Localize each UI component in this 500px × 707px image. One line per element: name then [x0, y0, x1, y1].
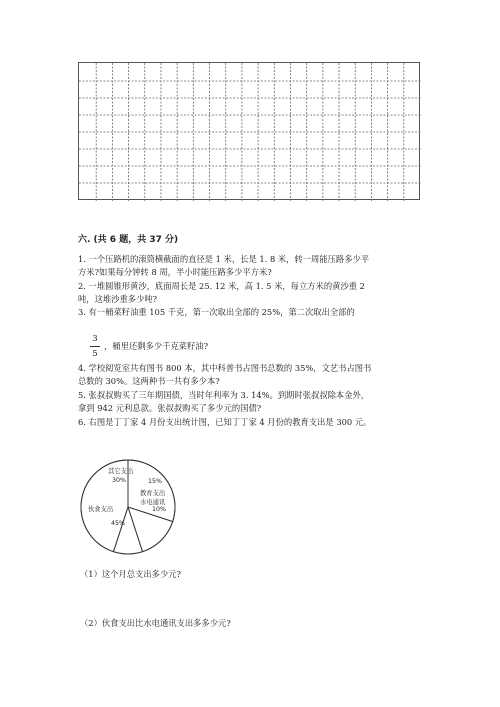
- question-1: 1. 一个压路机的滚筒横截面的直径是 1 米，长是 1. 8 米，转一周能压路多少平 方米?如果每分钟转 8 周，半小时能压路多少平方米?: [78, 254, 370, 277]
- slice-value-other: 30%: [112, 477, 126, 484]
- expense-pie-chart: [78, 457, 178, 557]
- grid-lines: [79, 63, 421, 201]
- slice-value-food: 45%: [111, 520, 125, 527]
- question-6: 6. 右图是丁丁家 4 月份支出统计图，已知丁丁家 4 月份的教育支出是 300 元。: [78, 417, 372, 427]
- fraction-numerator: 3: [92, 334, 98, 344]
- section-title: 六. (共 6 题，共 37 分): [78, 235, 179, 245]
- question-4: 4. 学校阅览室共有图书 800 本，其中科普书占图书总数的 35%，文艺书占图书 总数的 30%。这两种书一共有多少本?: [78, 363, 372, 386]
- slice-value-education: 15%: [148, 478, 162, 485]
- slice-label-other: 其它支出: [108, 468, 134, 475]
- slice-label-education: 教育支出: [140, 490, 166, 497]
- question-3-tail: ，桶里还剩多少千克菜籽油?: [104, 341, 209, 351]
- fraction-bar: [90, 346, 100, 347]
- question-2: 2. 一堆圆锥形黄沙，底面周长是 25. 12 米，高 1. 5 米，每立方米的黄沙重 2 吨，这堆沙重多少吨?: [78, 281, 365, 304]
- fraction-denominator: 5: [92, 349, 98, 359]
- question-5: 5. 张叔叔购买了三年期国债，当时年利率为 3. 14%。到期时张叔叔除本金外， 拿到 942 元利息款。张叔叔购买了多少元的国债?: [78, 390, 370, 413]
- sub-question-2: （2）伙食支出比水电通讯支出多多少元?: [80, 618, 231, 628]
- fraction: [90, 334, 100, 359]
- writing-grid: [78, 62, 420, 200]
- slice-label-food: 伙食支出: [88, 506, 114, 513]
- slice-value-utilities: 10%: [152, 506, 166, 513]
- slice-label-utilities: 水电通讯: [140, 499, 166, 506]
- sub-question-1: （1）这个月总支出多少元?: [80, 569, 181, 579]
- question-3: 3. 有一桶菜籽油重 105 千克，第一次取出全部的 25%，第二次取出全部的: [78, 307, 355, 317]
